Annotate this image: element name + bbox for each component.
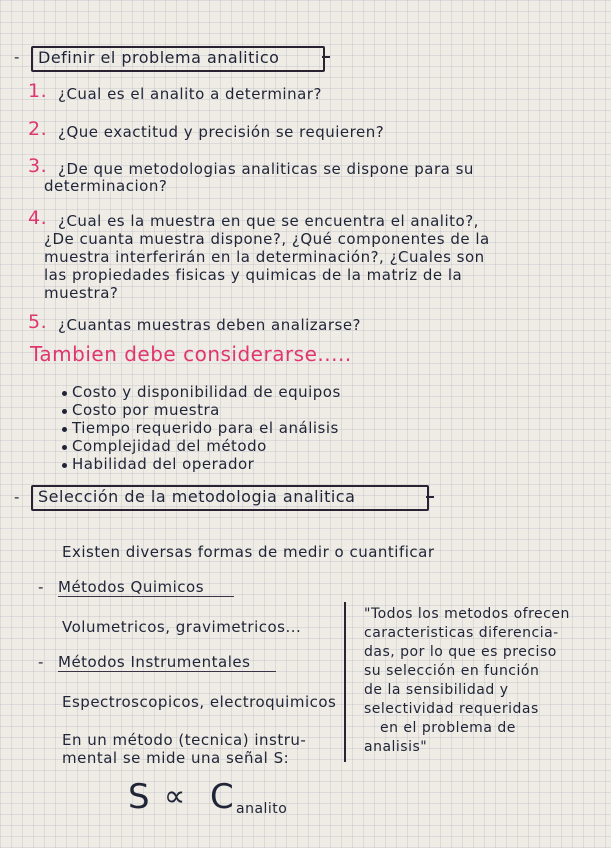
- quote-text: analisis": [364, 739, 428, 755]
- underline: [58, 671, 276, 672]
- question-number: 2.: [28, 118, 48, 140]
- bullet-item: Costo y disponibilidad de equipos: [72, 383, 341, 401]
- quote-text: en el problema de: [380, 720, 516, 736]
- method-type: Métodos Instrumentales: [58, 653, 251, 671]
- quote-text: de la sensibilidad y: [364, 682, 509, 698]
- question-text: ¿Cuantas muestras deben analizarse?: [58, 316, 362, 334]
- item-dash: -: [38, 578, 44, 596]
- bullet-item: Complejidad del método: [72, 437, 267, 455]
- question-text: ¿Que exactitud y precisión se requieren?: [58, 123, 385, 141]
- section-dash: -: [14, 488, 20, 506]
- question-number: 3.: [28, 155, 48, 177]
- question-number: 1.: [28, 80, 48, 102]
- formula-proportional: ∝: [164, 779, 186, 814]
- section-heading: Selección de la metodologia analitica: [38, 487, 356, 506]
- question-number: 5.: [28, 311, 48, 333]
- underline: [58, 596, 234, 597]
- method-examples: Volumetricos, gravimetricos...: [62, 618, 302, 636]
- bullet-dot: [62, 409, 67, 414]
- question-text: las propiedades fisicas y quimicas de la matriz de la: [44, 266, 463, 284]
- item-dash: -: [38, 653, 44, 671]
- question-text: ¿Cual es el analito a determinar?: [58, 85, 322, 103]
- question-text: determinacion?: [44, 177, 168, 195]
- bullet-dot: [62, 427, 67, 432]
- intro-text: Existen diversas formas de medir o cuantificar: [62, 543, 435, 561]
- quote-text: caracteristicas diferencia-: [364, 625, 559, 641]
- question-text: muestra interferirán en la determinación?, ¿Cuales son: [44, 248, 485, 266]
- question-text: ¿Cual es la muestra en que se encuentra el analito?,: [58, 212, 479, 230]
- section-heading: Definir el problema analitico: [38, 48, 280, 67]
- formula-subscript: analito: [236, 801, 288, 817]
- bullet-item: Costo por muestra: [72, 401, 220, 419]
- method-examples: Espectroscopicos, electroquimicos: [62, 693, 337, 711]
- bullet-item: Habilidad del operador: [72, 455, 255, 473]
- heading-box-tail: [426, 496, 434, 498]
- bullet-dot: [62, 391, 67, 396]
- question-text: ¿De que metodologias analiticas se dispone para su: [58, 160, 474, 178]
- instrument-text: mental se mide una señal S:: [62, 749, 290, 767]
- question-text: ¿De cuanta muestra dispone?, ¿Qué componentes de la: [44, 230, 490, 248]
- heading-box-tail: [322, 56, 330, 58]
- formula-signal: S: [128, 777, 151, 817]
- subheading: Tambien debe considerarse.....: [30, 342, 352, 366]
- quote-text: selectividad requeridas: [364, 701, 539, 717]
- method-type: Métodos Quimicos: [58, 578, 205, 596]
- bullet-item: Tiempo requerido para el análisis: [72, 419, 339, 437]
- instrument-text: En un método (tecnica) instru-: [62, 731, 307, 749]
- bullet-dot: [62, 463, 67, 468]
- section-dash: -: [14, 48, 20, 66]
- question-text: muestra?: [44, 284, 119, 302]
- formula-concentration: C: [210, 777, 235, 817]
- bullet-dot: [62, 445, 67, 450]
- quote-text: "Todos los metodos ofrecen: [364, 606, 570, 622]
- column-divider: [344, 602, 346, 762]
- question-number: 4.: [28, 207, 48, 229]
- quote-text: su selección en función: [364, 663, 540, 679]
- quote-text: das, por lo que es preciso: [364, 644, 557, 660]
